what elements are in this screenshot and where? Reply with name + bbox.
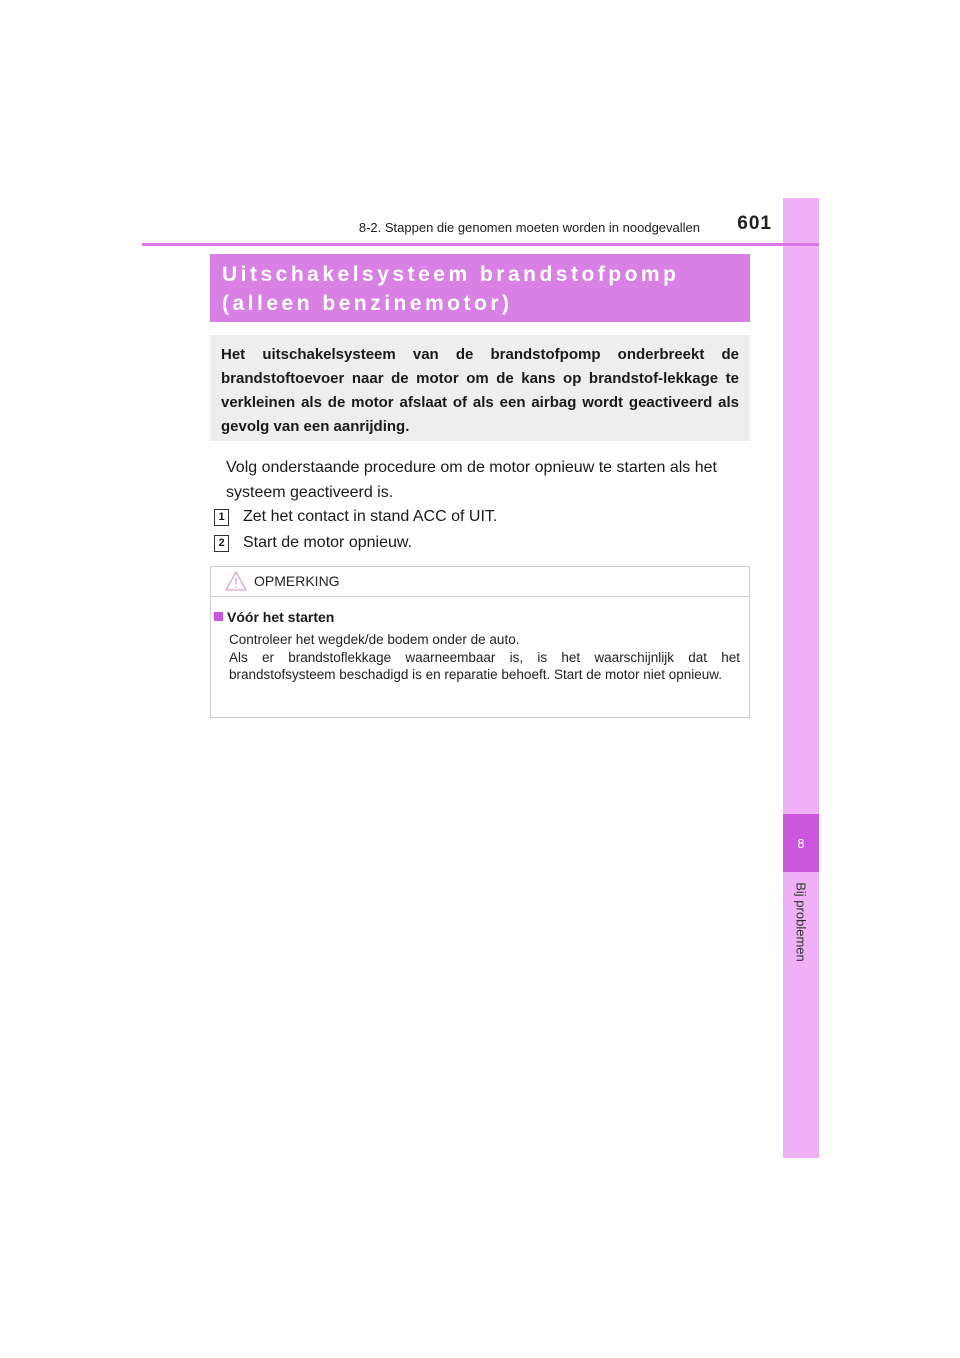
warning-triangle-icon [225, 571, 247, 591]
step-number-badge: 2 [214, 535, 229, 552]
page-title: Uitschakelsysteem brandstofpomp (alleen benzinemotor) [222, 263, 680, 315]
chapter-number-tab[interactable] [783, 814, 819, 872]
section-title: 8-2. Stappen die genomen moeten worden in noodgevallen [358, 220, 700, 235]
step-text: Start de motor opnieuw. [243, 534, 412, 551]
step-number-badge: 1 [214, 509, 229, 526]
header-divider [142, 243, 819, 246]
notice-line: Controleer het wegdek/de bodem onder de auto. [229, 632, 520, 647]
intro-box [210, 335, 750, 441]
notice-subheading [214, 609, 334, 625]
step-item [214, 533, 734, 553]
instruction-block [226, 455, 750, 505]
notice-text [229, 631, 740, 684]
page-number: 601 [737, 213, 772, 234]
bullet-square-icon [214, 612, 223, 621]
notice-box [210, 566, 750, 718]
intro-text: Het uitschakelsysteem van de brandstofpomp onderbreekt de brandstoftoevoer naar de motor om de kans op brandstof-lekkage te verkleinen als de motor afslaat of als een airbag wordt geactiveerd als gevolg van een aanrijding. [221, 346, 739, 435]
title-banner [210, 254, 750, 322]
step-text: Zet het contact in stand ACC of UIT. [243, 508, 498, 525]
chapter-number: 8 [797, 835, 805, 851]
notice-line: Als er brandstoflekkage waarneembaar is, is het waarschijnlijk dat het brandstofsysteem beschadigd is en reparatie behoeft. Start de motor niet opnieuw. [229, 649, 740, 682]
notice-header [211, 567, 749, 597]
notice-label: OPMERKING [254, 573, 340, 589]
instruction-text: Volg onderstaande procedure om de motor opnieuw te starten als het systeem geactiveerd is. [226, 459, 717, 501]
step-item [214, 507, 734, 527]
chapter-side-strip [783, 198, 819, 1158]
chapter-title: Bij problemen [793, 882, 809, 962]
notice-subheading-text: Vóór het starten [227, 609, 335, 625]
